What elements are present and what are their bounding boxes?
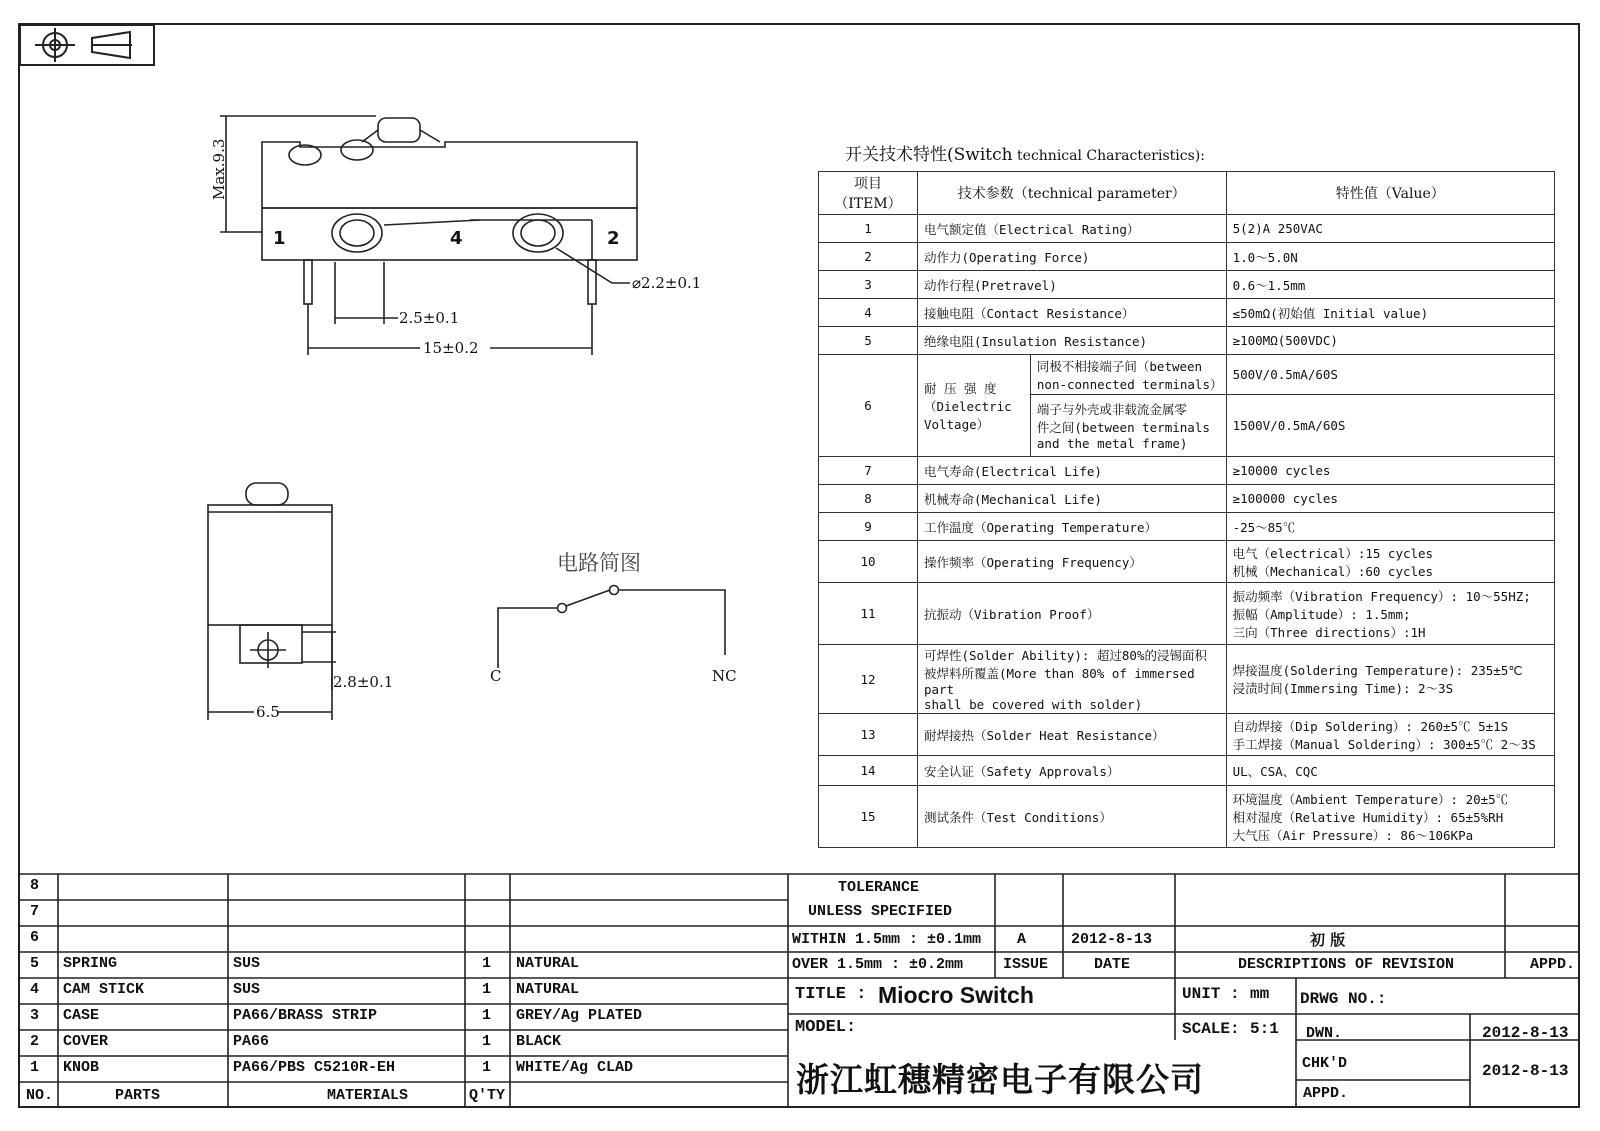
spec-item-no: 9 bbox=[819, 513, 918, 541]
spec-value: 环境温度（Ambient Temperature）: 20±5℃ 相对湿度（Relative Humidity）: 65±5%RH 大气压（Air Pressure）: 86～106KPa bbox=[1226, 786, 1554, 848]
dim-max-height: Max.9.3 bbox=[210, 138, 228, 200]
spec-value: 自动焊接（Dip Soldering）: 260±5℃ 5±1S 手工焊接（Manual Soldering）: 300±5℃ 2～3S bbox=[1226, 714, 1554, 756]
part-finish: NATURAL bbox=[516, 955, 580, 972]
circuit-nc-label: NC bbox=[712, 667, 737, 685]
spec-value: ≥10000 cycles bbox=[1226, 457, 1554, 485]
circuit-title: 电路简图 bbox=[557, 551, 641, 575]
appd-label: APPD. bbox=[1303, 1085, 1349, 1102]
spec-item-no: 7 bbox=[819, 457, 918, 485]
drawing-title: Miocro Switch bbox=[878, 982, 1034, 1008]
spec-sub-param: 同极不相接端子间（between non-connected terminals） bbox=[1030, 355, 1226, 395]
tolerance-line-1: TOLERANCE bbox=[838, 879, 920, 896]
part-material: SUS bbox=[233, 955, 261, 972]
dwn-label: DWN. bbox=[1306, 1025, 1343, 1042]
spec-item-no: 14 bbox=[819, 756, 918, 786]
spec-value: UL、CSA、CQC bbox=[1226, 756, 1554, 786]
spec-header-value: 特性值（Value） bbox=[1226, 172, 1554, 215]
chkd-label: CHK'D bbox=[1302, 1055, 1348, 1072]
drwg-no-label: DRWG NO.: bbox=[1300, 990, 1387, 1008]
spec-item-no: 1 bbox=[819, 215, 918, 243]
company-name: 浙江虹穗精密电子有限公司 bbox=[796, 1060, 1204, 1099]
spec-param: 操作频率（Operating Frequency） bbox=[917, 541, 1226, 583]
part-name: CASE bbox=[63, 1007, 100, 1024]
spec-item-no: 6 bbox=[819, 355, 918, 457]
spec-table bbox=[818, 171, 1555, 848]
parts-header-materials: MATERIALS bbox=[327, 1087, 409, 1104]
dim-hole: ⌀2.2±0.1 bbox=[632, 274, 702, 292]
spec-row bbox=[819, 243, 1555, 271]
dim-side: 2.8±0.1 bbox=[333, 673, 394, 691]
spec-param: 绝缘电阻(Insulation Resistance) bbox=[917, 327, 1226, 355]
spec-param: 测试条件（Test Conditions） bbox=[917, 786, 1226, 848]
part-qty: 1 bbox=[482, 1059, 492, 1076]
spec-row bbox=[819, 215, 1555, 243]
revision-appd-header: APPD. bbox=[1530, 956, 1576, 973]
part-qty: 1 bbox=[482, 1033, 492, 1050]
spec-title: 开关技术特性(Switch technical Characteristics): bbox=[845, 145, 1205, 165]
spec-value: ≤50mΩ(初始值 Initial value) bbox=[1226, 299, 1554, 327]
revision-desc: 初 版 bbox=[1310, 931, 1346, 949]
revision-issue-header: ISSUE bbox=[1003, 956, 1049, 973]
revision-desc-header: DESCRIPTIONS OF REVISION bbox=[1238, 956, 1455, 973]
terminal-1-label: 1 bbox=[273, 228, 286, 249]
spec-row bbox=[819, 271, 1555, 299]
spec-item-no: 3 bbox=[819, 271, 918, 299]
spec-param: 电气额定值（Electrical Rating） bbox=[917, 215, 1226, 243]
spec-param: 工作温度（Operating Temperature） bbox=[917, 513, 1226, 541]
part-no: 1 bbox=[30, 1059, 40, 1076]
spec-param: 抗振动（Vibration Proof） bbox=[917, 583, 1226, 645]
part-name: COVER bbox=[63, 1033, 109, 1050]
spec-param: 安全认证（Safety Approvals） bbox=[917, 756, 1226, 786]
spec-item-no: 8 bbox=[819, 485, 918, 513]
scale-value: 5:1 bbox=[1250, 1020, 1279, 1038]
spec-param: 动作力(Operating Force) bbox=[917, 243, 1226, 271]
spec-param: 接触电阻（Contact Resistance） bbox=[917, 299, 1226, 327]
spec-sub-param: 端子与外壳或非载流金属零 件之间(between terminals and the metal frame) bbox=[1030, 395, 1226, 457]
spec-row bbox=[819, 756, 1555, 786]
spec-param: 耐 压 强 度 （Dielectric Voltage） bbox=[917, 355, 1030, 457]
dim-pitch: 2.5±0.1 bbox=[399, 309, 460, 327]
spec-item-no: 13 bbox=[819, 714, 918, 756]
spec-value: 1.0～5.0N bbox=[1226, 243, 1554, 271]
spec-value: ≥100000 cycles bbox=[1226, 485, 1554, 513]
spec-item-no: 5 bbox=[819, 327, 918, 355]
part-qty: 1 bbox=[482, 1007, 492, 1024]
spec-param: 可焊性(Solder Ability): 超过80%的浸锡面积 被焊料所覆盖(More than 80% of immersed part shall be covered with solder) bbox=[917, 645, 1226, 714]
part-qty: 1 bbox=[482, 981, 492, 998]
scale-label: SCALE: bbox=[1182, 1020, 1240, 1038]
part-material: PA66 bbox=[233, 1033, 270, 1050]
spec-row bbox=[819, 327, 1555, 355]
spec-row bbox=[819, 513, 1555, 541]
spec-row bbox=[819, 645, 1555, 714]
tolerance-line-2: UNLESS SPECIFIED bbox=[808, 903, 953, 920]
spec-value: -25～85℃ bbox=[1226, 513, 1554, 541]
part-no: 4 bbox=[30, 981, 40, 998]
title-label: TITLE : bbox=[795, 985, 867, 1004]
spec-row bbox=[819, 299, 1555, 327]
spec-item-no: 12 bbox=[819, 645, 918, 714]
spec-value: 1500V/0.5mA/60S bbox=[1226, 395, 1554, 457]
spec-item-no: 2 bbox=[819, 243, 918, 271]
spec-value: 5(2)A 250VAC bbox=[1226, 215, 1554, 243]
part-material: SUS bbox=[233, 981, 261, 998]
unit-label: UNIT : bbox=[1182, 985, 1240, 1003]
unit-value: mm bbox=[1250, 985, 1270, 1003]
spec-param: 电气寿命(Electrical Life) bbox=[917, 457, 1226, 485]
part-no: 8 bbox=[30, 877, 40, 894]
terminal-2-label: 2 bbox=[607, 228, 620, 249]
part-no: 7 bbox=[30, 903, 40, 920]
part-no: 5 bbox=[30, 955, 40, 972]
dwn-date: 2012-8-13 bbox=[1482, 1024, 1569, 1042]
spec-param: 动作行程(Pretravel) bbox=[917, 271, 1226, 299]
part-material: PA66/BRASS STRIP bbox=[233, 1007, 378, 1024]
part-no: 2 bbox=[30, 1033, 40, 1050]
spec-item-no: 4 bbox=[819, 299, 918, 327]
revision-date-header: DATE bbox=[1094, 956, 1131, 973]
dim-width: 6.5 bbox=[256, 703, 280, 721]
tolerance-line-3: WITHIN 1.5mm : ±0.1mm bbox=[792, 931, 982, 948]
circuit-c-label: C bbox=[490, 667, 502, 685]
spec-param: 机械寿命(Mechanical Life) bbox=[917, 485, 1226, 513]
parts-header-qty: Q'TY bbox=[469, 1087, 506, 1104]
side-view bbox=[208, 483, 336, 720]
part-material: PA66/PBS C5210R-EH bbox=[233, 1059, 396, 1076]
spec-row bbox=[819, 485, 1555, 513]
circuit-diagram bbox=[498, 586, 725, 669]
spec-row bbox=[819, 457, 1555, 485]
spec-row bbox=[819, 541, 1555, 583]
part-finish: BLACK bbox=[516, 1033, 562, 1050]
model-label: MODEL: bbox=[795, 1018, 857, 1037]
spec-row bbox=[819, 583, 1555, 645]
spec-item-no: 15 bbox=[819, 786, 918, 848]
spec-param: 耐焊接热（Solder Heat Resistance） bbox=[917, 714, 1226, 756]
spec-item-no: 10 bbox=[819, 541, 918, 583]
part-name: KNOB bbox=[63, 1059, 100, 1076]
part-finish: NATURAL bbox=[516, 981, 580, 998]
parts-header-no: NO. bbox=[26, 1087, 54, 1104]
spec-value: 电气（electrical）:15 cycles 机械（Mechanical）:60 cycles bbox=[1226, 541, 1554, 583]
spec-row bbox=[819, 714, 1555, 756]
spec-item-no: 11 bbox=[819, 583, 918, 645]
spec-header-item: 项目 （ITEM） bbox=[819, 172, 918, 215]
spec-value: 振动频率（Vibration Frequency）: 10～55HZ; 振幅（Amplitude）: 1.5mm; 三向（Three directions）:1H bbox=[1226, 583, 1554, 645]
part-no: 6 bbox=[30, 929, 40, 946]
revision-date: 2012-8-13 bbox=[1071, 931, 1153, 948]
revision-issue: A bbox=[1017, 931, 1027, 948]
tolerance-line-4: OVER 1.5mm : ±0.2mm bbox=[792, 956, 964, 973]
projection-symbol bbox=[20, 25, 154, 65]
chkd-date: 2012-8-13 bbox=[1482, 1062, 1569, 1080]
part-qty: 1 bbox=[482, 955, 492, 972]
terminal-4-label: 4 bbox=[450, 228, 463, 249]
spec-value: 0.6～1.5mm bbox=[1226, 271, 1554, 299]
part-name: CAM STICK bbox=[63, 981, 145, 998]
spec-value: 焊接温度(Soldering Temperature): 235±5℃ 浸渍时间(Immersing Time): 2～3S bbox=[1226, 645, 1554, 714]
part-no: 3 bbox=[30, 1007, 40, 1024]
part-finish: WHITE/Ag CLAD bbox=[516, 1059, 634, 1076]
spec-value: 500V/0.5mA/60S bbox=[1226, 355, 1554, 395]
parts-header-parts: PARTS bbox=[115, 1087, 161, 1104]
dim-span: 15±0.2 bbox=[423, 339, 479, 357]
spec-header-param: 技术参数（technical parameter） bbox=[917, 172, 1226, 215]
spec-row bbox=[819, 786, 1555, 848]
part-finish: GREY/Ag PLATED bbox=[516, 1007, 643, 1024]
part-name: SPRING bbox=[63, 955, 118, 972]
spec-value: ≥100MΩ(500VDC) bbox=[1226, 327, 1554, 355]
